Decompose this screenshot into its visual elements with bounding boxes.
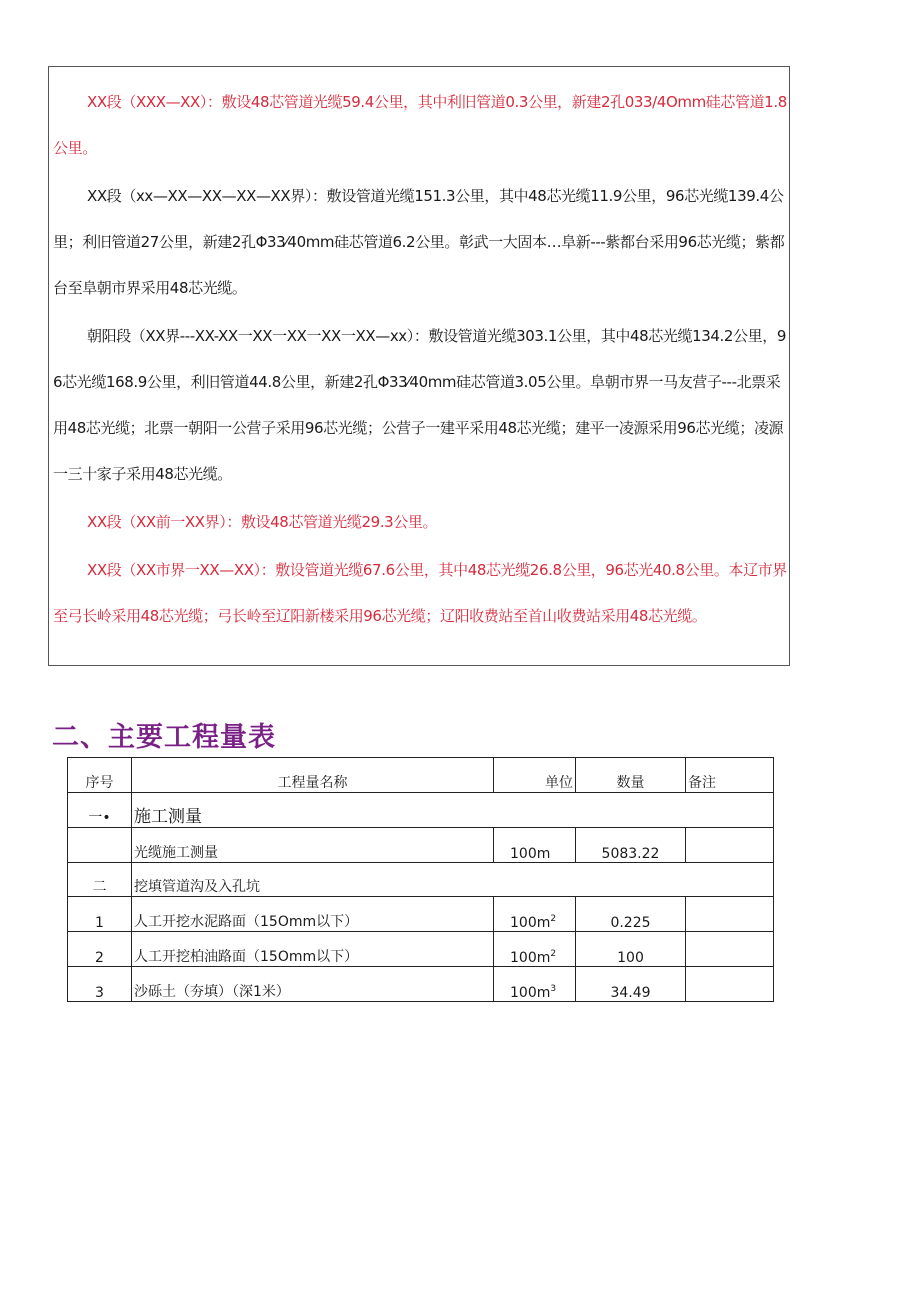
unit-sup: 2 xyxy=(550,949,557,959)
row-unit xyxy=(494,897,576,932)
project-description-box xyxy=(48,66,790,666)
row-seq: 2 xyxy=(68,932,132,967)
row-remark xyxy=(686,967,774,1002)
row-seq: 二 xyxy=(68,863,132,897)
row-name: 沙砾土（夯填）（深1米） xyxy=(132,967,494,1002)
header-unit: 单位 xyxy=(494,758,576,793)
table-row-subsection xyxy=(68,863,774,897)
header-qty: 数量 xyxy=(576,758,686,793)
table-row xyxy=(68,828,774,863)
unit-text: 100m xyxy=(510,846,551,862)
row-unit xyxy=(494,967,576,1002)
table-row xyxy=(68,932,774,967)
unit-sup: 3 xyxy=(550,984,557,994)
unit-text: 100m xyxy=(510,915,551,931)
row-unit xyxy=(494,828,576,863)
paragraph-segment-1: XX段（XXX—XX）：敷设48芯管道光缆59.4公里，其中利旧管道0.3公里，新建2孔033/4Omm硅芯管道1.8公里。 xyxy=(53,93,787,157)
row-name: 人工开挖水泥路面（15Omm以下） xyxy=(132,897,494,932)
row-seq xyxy=(68,828,132,863)
row-qty: 5083.22 xyxy=(576,828,686,863)
row-remark xyxy=(686,897,774,932)
row-seq: 一• xyxy=(68,793,132,828)
unit-sup: 2 xyxy=(550,914,557,924)
paragraph-segment-2: XX段（xx—XX—XX—XX—XX界）：敷设管道光缆151.3公里，其中48芯光缆11.9公里，96芯光缆139.4公里；利旧管道27公里，新建2孔Φ33⁄40mm硅芯管道6.2公里。彰武一大固本…阜新---紫都台采用96芯光缆；紫都台至阜朝市界采用48芯光缆。 xyxy=(53,187,785,297)
row-name: 挖填管道沟及入孔坑 xyxy=(132,863,774,897)
row-remark xyxy=(686,828,774,863)
row-remark xyxy=(686,932,774,967)
header-seq: 序号 xyxy=(68,758,132,793)
row-seq: 3 xyxy=(68,967,132,1002)
paragraph-segment-4: XX段（XX前一XX界）：敷设48芯管道光缆29.3公里。 xyxy=(87,513,438,531)
section-title: 二、主要工程量表 xyxy=(52,722,276,753)
row-name: 人工开挖柏油路面（15Omm以下） xyxy=(132,932,494,967)
paragraph-segment-5: XX段（XX市界一XX—XX）：敷设管道光缆67.6公里，其中48芯光缆26.8公里，96芯光40.8公里。本辽市界至弓长岭采用48芯光缆；弓长岭至辽阳新楼采用96芯光缆；辽阳收费站至首山收费站采用48芯光缆。 xyxy=(53,561,787,625)
unit-text: 100m xyxy=(510,985,551,1001)
table-row xyxy=(68,967,774,1002)
table-row xyxy=(68,897,774,932)
row-name: 光缆施工测量 xyxy=(132,828,494,863)
paragraph-segment-chaoyang: 朝阳段（XX界---XX-XX一XX一XX一XX一XX—xx）：敷设管道光缆303.1公里，其中48芯光缆134.2公里，96芯光缆168.9公里，利旧管道44.8公里，新建2孔Φ33⁄40mm硅芯管道3.05公里。阜朝市界一马友营子---北票采用48芯光缆；北票一朝阳一公营子采用96芯光缆；公营子一建平采用48芯光缆；建平一凌源采用96芯光缆；凌源一三十家子采用48芯光缆。 xyxy=(53,327,786,483)
row-qty: 100 xyxy=(576,932,686,967)
quantity-table xyxy=(67,757,774,1002)
row-qty: 0.225 xyxy=(576,897,686,932)
row-qty: 34.49 xyxy=(576,967,686,1002)
table-header-row xyxy=(68,758,774,793)
row-seq: 1 xyxy=(68,897,132,932)
header-remark: 备注 xyxy=(686,758,774,793)
table-row-section xyxy=(68,793,774,828)
row-unit xyxy=(494,932,576,967)
header-name: 工程量名称 xyxy=(132,758,494,793)
row-name: 施工测量 xyxy=(132,793,774,828)
unit-text: 100m xyxy=(510,950,551,966)
